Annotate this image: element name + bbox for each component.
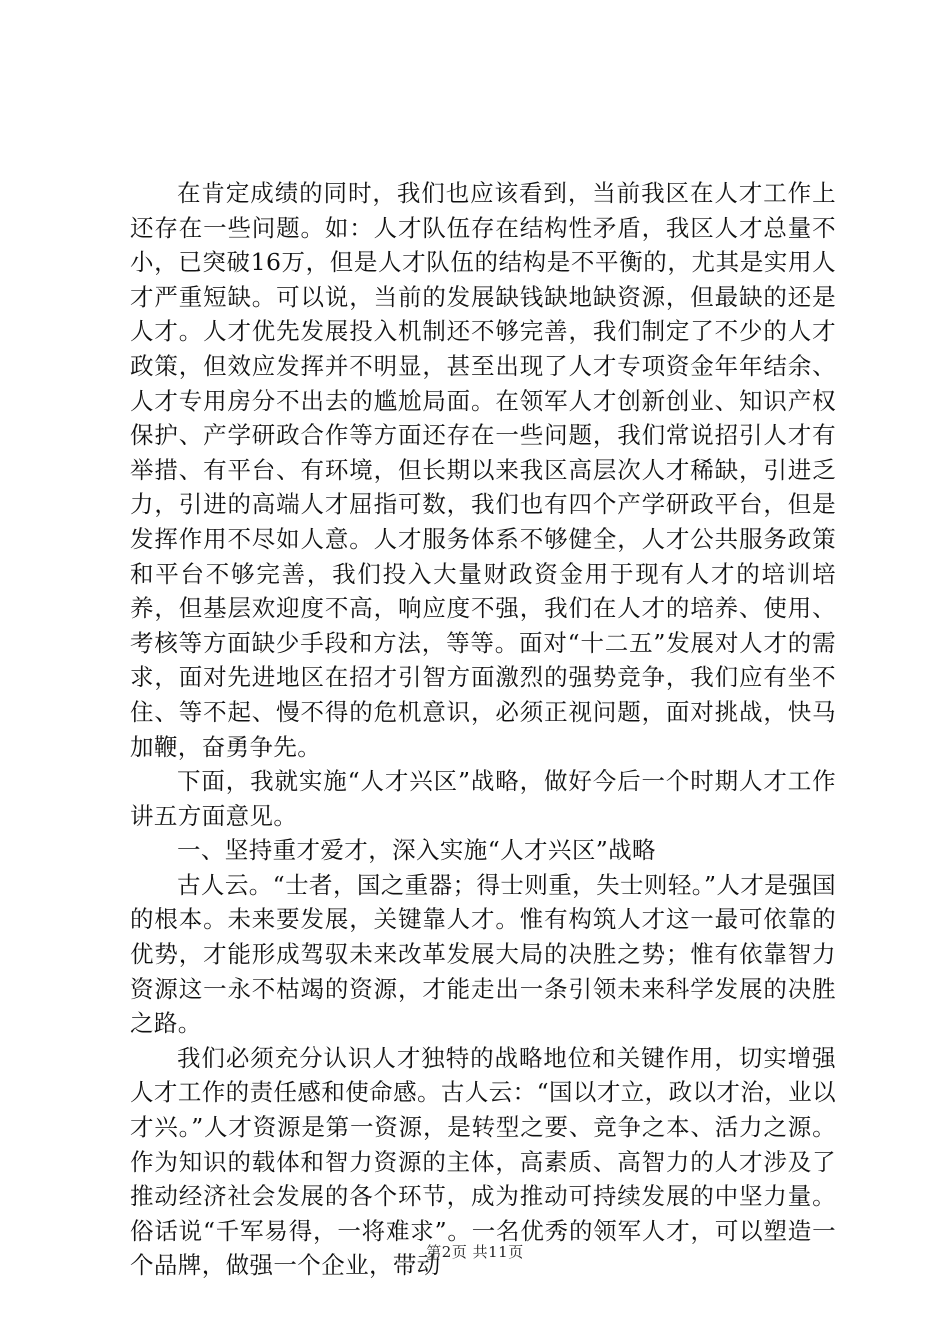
document-body <box>130 176 836 1283</box>
paragraph-intro-five-points: 下面，我就实施“人才兴区”战略，做好今后一个时期人才工作讲五方面意见。 <box>130 767 836 830</box>
paragraph-strategic-role: 我们必须充分认识人才独特的战略地位和关键作用，切实增强人才工作的责任感和使命感。古人云：“国以才立，政以才治，业以才兴。”人才资源是第一资源，是转型之要、竞争之本、活力之源。作为知识的载体和智力资源的主体，高素质、高智力的人才涉及了推动经济社会发展的各个环节，成为推动可持续发展的中坚力量。俗话说“千军易得，一将难求”。一名优秀的领军人才，可以塑造一个品牌，做强一个企业，带动 <box>130 1043 836 1280</box>
paragraph-ancients-quote: 古人云。“士者，国之重器；得士则重，失士则轻。”人才是强国的根本。未来要发展，关键靠人才。惟有构筑人才这一最可依靠的优势，才能形成驾驭未来改革发展大局的决胜之势；惟有依靠智力资源这一永不枯竭的资源，才能走出一条引领未来科学发展的决胜之路。 <box>130 870 836 1038</box>
section-heading-1: 一、坚持重才爱才，深入实施“人才兴区”战略 <box>177 836 656 865</box>
page-number-footer: 第2页 共11页 <box>426 1243 524 1261</box>
paragraph-talent-problems: 在肯定成绩的同时，我们也应该看到，当前我区在人才工作上还存在一些问题。如：人才队伍存在结构性矛盾，我区人才总量不小，已突破16万，但是人才队伍的结构是不平衡的，尤其是实用人才严重短缺。可以说，当前的发展缺钱缺地缺资源，但最缺的还是人才。人才优先发展投入机制还不够完善，我们制定了不少的人才政策，但效应发挥并不明显，甚至出现了人才专项资金年年结余、人才专用房分不出去的尴尬局面。在领军人才创新创业、知识产权保护、产学研政合作等方面还存在一些问题，我们常说招引人才有举措、有平台、有环境，但长期以来我区高层次人才稀缺，引进乏力，引进的高端人才屈指可数，我们也有四个产学研政平台，但是发挥作用不尽如人意。人才服务体系不够健全，人才公共服务政策和平台不够完善，我们投入大量财政资金用于现有人才的培训培养，但基层欢迎度不高，响应度不强，我们在人才的培养、使用、考核等方面缺少手段和方法，等等。面对“十二五”发展对人才的需求，面对先进地区在招才引智方面激烈的强势竞争，我们应有坐不住、等不起、慢不得的危机意识，必须正视问题，面对挑战，快马加鞭，奋勇争先。 <box>130 179 836 761</box>
